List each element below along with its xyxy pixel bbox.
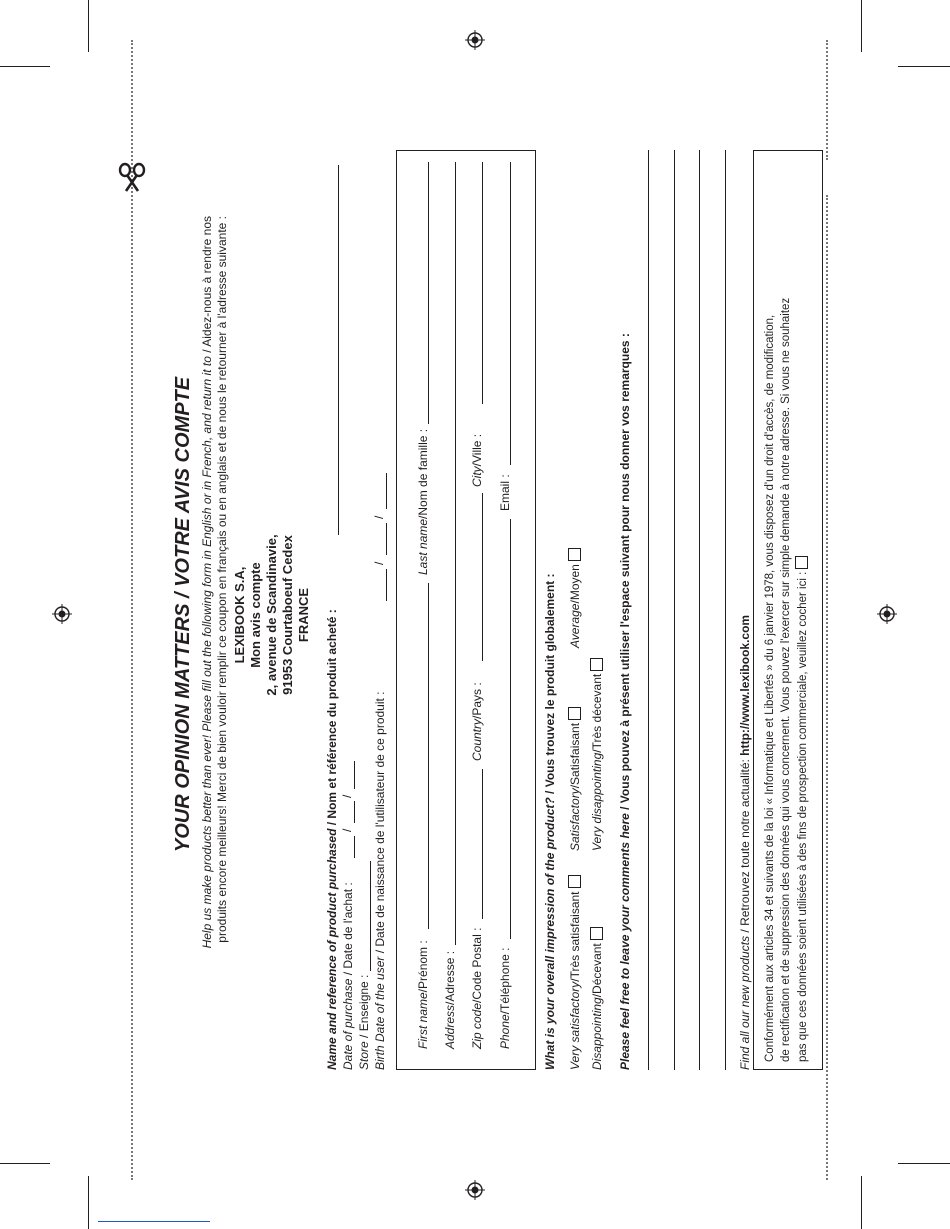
purchase-month-line[interactable] — [354, 801, 355, 823]
feedback-form: YOUR OPINION MATTERS / VOTRE AVIS COMPTE Help us make products better than ever! Please fill out the following form in English or in French, and return it to / Aidez-nous à rendre nos produits encore meilleurs! Merci de bien vouloir remplir ce coupon en français ou en anglais et de nous le retourner à l'adresse suivante : LEXIBOOK S.A, Mon avis compte 2, avenue de Scandinavie, 91953 Courtaboeuf Cedex FRANCE Name and reference of product purchased / Nom et référence du produit acheté : Date of purchase / Date de l'achat : / / Store / Enseigne : Birth Date of the user / Date de naissance de l'utilisateur de ce produit : / / First name/Prénom : Last name/Nom de famille : Address/Adresse : Zip code/Code Postal : Country/Pays : City/Ville : Phone/Téléphone : Email : What is your overall impression of the product? / Vous trouvez le produit globalement : Very satisfactory/Très satisfaisant Satisfactory/Satisfaisant Average/Moyen Disappointing/Décevant Very disappointing/Très décevant Please feel free to leave your comments here / Vous pouvez à présent utiliser l'espace suivant pour nous donner vos remarques : Find all our new products / Retrouvez toute notre actualité: http://www.lexibook.com Conformément aux articles 34 et suivants de la loi « Informatique et Libertés » du 6 janvier 1978, vous disposez d'un droit d'accès, de modification, de rectification et de suppression des données qui vous concernent. Vous pouvez l'exercer sur simple demande à notre adresse. Si vous ne souhaitez pas que ces données soient utilisées à des fins de prospection commerciale, veuillez cocher ici : — [0, 0, 950, 1229]
store-line[interactable] — [370, 861, 371, 971]
last-name-label: Last name/Nom de famille : — [416, 428, 430, 575]
legal-text-3: pas que ces données soient utilisées à des fins de prospection commerciale, veuillez cocher ici : — [795, 556, 810, 1062]
option-satisfactory: Satisfactory/Satisfaisant — [568, 707, 582, 851]
purchase-day-line[interactable] — [354, 836, 355, 858]
average-checkbox[interactable] — [568, 548, 581, 561]
contact-box — [396, 150, 536, 1070]
email-line[interactable] — [510, 162, 511, 465]
zip-label: Zip code/Code Postal : — [470, 927, 484, 1049]
phone-label: Phone/Téléphone : — [498, 947, 512, 1049]
comment-line[interactable] — [674, 150, 675, 1070]
website-link[interactable]: http://www.lexibook.com — [738, 614, 752, 756]
purchase-date-label: Date of purchase / Date de l'achat : — [341, 882, 355, 1070]
last-name-line[interactable] — [428, 162, 429, 424]
first-name-label: First name/Prénom : — [416, 940, 430, 1049]
intro-line-2: produits encore meilleurs! Merci de bien vouloir remplir ce coupon en français ou en anglais et de nous le retourner à l'adresse suivante : — [215, 216, 229, 943]
intro-line-1: Help us make products better than ever! Please fill out the following form in English or in French, and return it to / Aidez-nous à rendre nos — [200, 216, 214, 949]
legal-text-1: Conformément aux articles 34 et suivants de la loi « Informatique et Libertés » du 6 janvier 1978, vous disposez d'un droit d'accès, de modification, — [764, 314, 776, 1062]
impression-question: What is your overall impression of the product? / Vous trouvez le produit globalement : — [543, 573, 557, 1070]
comment-line[interactable] — [699, 150, 700, 1070]
country-line[interactable] — [482, 493, 483, 661]
phone-line[interactable] — [510, 519, 511, 939]
address-line[interactable] — [455, 162, 456, 945]
country-label: Country/Pays : — [470, 682, 484, 761]
legal-text-2: de rectification et de suppression des données qui vous concernent. Vous pouvez l'exercer sur simple demande à notre adresse. Si vous ne souhaitez — [780, 297, 792, 1062]
disappointing-checkbox[interactable] — [590, 927, 603, 940]
comments-label: Please feel free to leave your comments here / Vous pouvez à présent utiliser l'espace suivant pour nous donner vos remarques : — [618, 333, 632, 1070]
address-label: Address/Adresse : — [443, 950, 457, 1049]
city-line[interactable] — [482, 162, 483, 404]
email-label: Email : — [498, 474, 512, 511]
birth-year-line[interactable] — [386, 473, 387, 509]
first-name-line[interactable] — [428, 583, 429, 929]
form-title: YOUR OPINION MATTERS / VOTRE AVIS COMPTE — [172, 376, 194, 853]
birth-month-line[interactable] — [386, 523, 387, 555]
find-products-line: Find all our new products / Retrouvez toute notre actualité: http://www.lexibook.com — [738, 614, 752, 1070]
option-average: Average/Moyen — [568, 548, 582, 648]
birth-date-label: Birth Date of the user / Date de naissance de l'utilisateur de ce produit : — [373, 691, 387, 1070]
zip-line[interactable] — [482, 769, 483, 919]
option-very-satisfactory: Very satisfactory/Très satisfaisant — [568, 875, 582, 1070]
store-label: Store / Enseigne : — [357, 974, 371, 1070]
satisfactory-checkbox[interactable] — [568, 707, 581, 720]
option-very-disappointing: Very disappointing/Très décevant — [590, 658, 604, 851]
purchase-year-line[interactable] — [354, 761, 355, 789]
comment-line[interactable] — [725, 150, 726, 1070]
product-name-line[interactable] — [338, 165, 339, 535]
very-disappointing-checkbox[interactable] — [590, 658, 603, 671]
option-disappointing: Disappointing/Décevant — [590, 927, 604, 1070]
birth-day-line[interactable] — [386, 569, 387, 601]
comment-line[interactable] — [648, 150, 649, 1070]
very-satisfactory-checkbox[interactable] — [568, 875, 581, 888]
city-label: City/Ville : — [470, 433, 484, 487]
product-name-label: Name and reference of product purchased / Nom et référence du produit acheté : — [325, 609, 339, 1070]
opt-out-checkbox[interactable] — [795, 556, 808, 569]
